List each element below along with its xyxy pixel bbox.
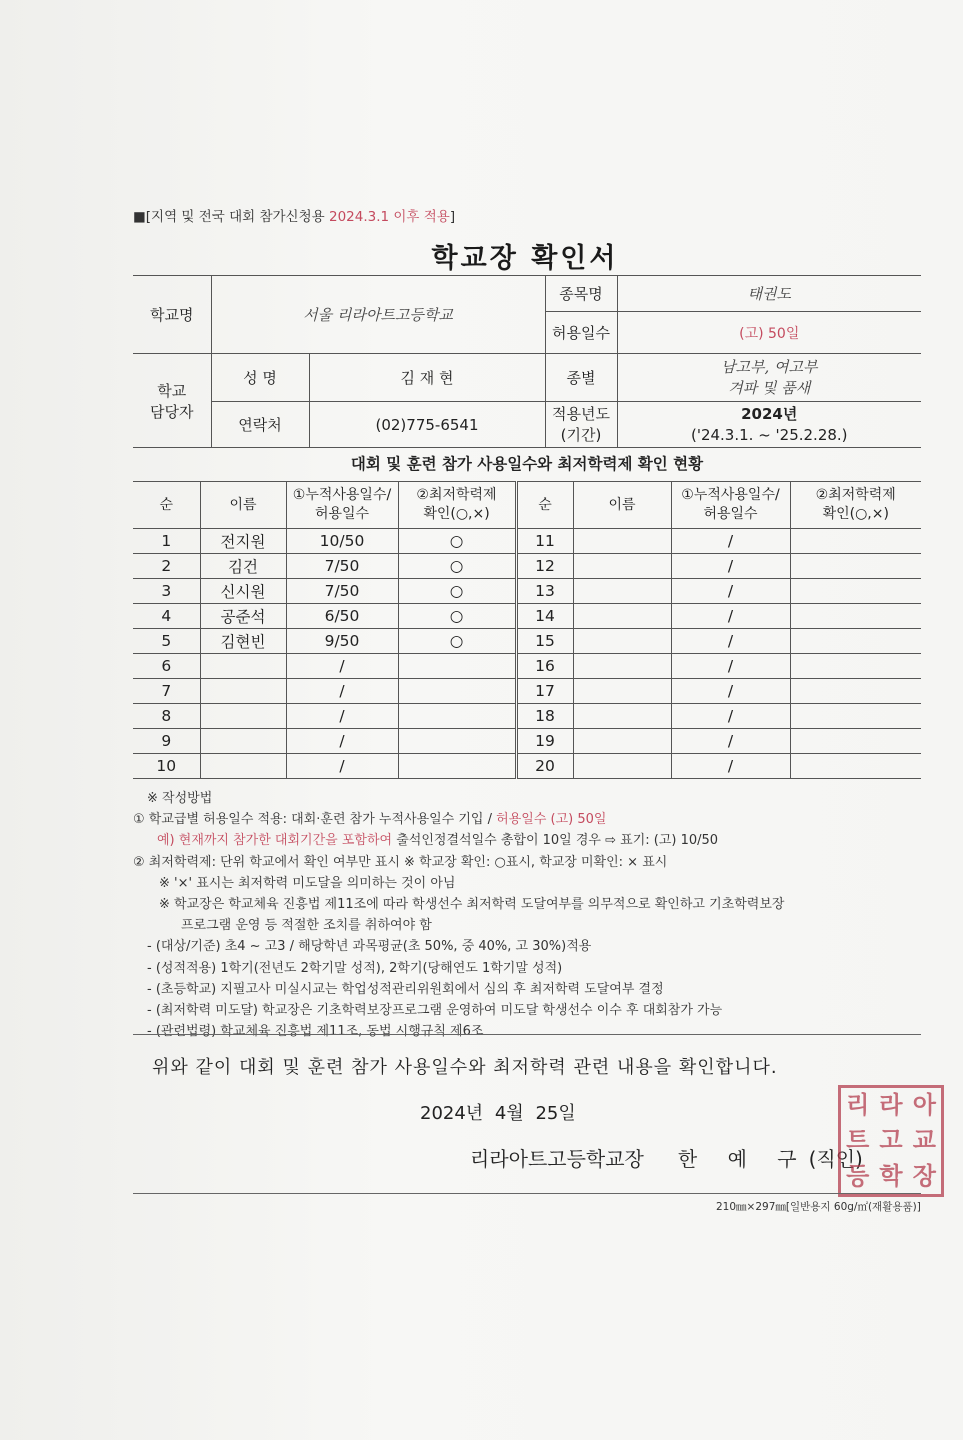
row-check	[398, 704, 516, 729]
row-no: 7	[133, 679, 200, 704]
table-row	[133, 729, 921, 754]
row-no-2: 12	[516, 554, 573, 579]
row-name: 전지원	[200, 529, 286, 554]
guide-item: ① 학교급별 허용일수 적용: 대회·훈련 참가 누적사용일수 기입 / 허용일수 (고) 50일	[133, 812, 607, 828]
row-days: /	[286, 679, 398, 704]
row-check-2	[790, 654, 921, 679]
school-info-table	[133, 275, 921, 448]
row-check-2	[790, 729, 921, 754]
row-check-2	[790, 679, 921, 704]
guide-item: ※ 학교장은 학교체육 진흥법 제11조에 따라 학생선수 최저학력 도달여부를 의무적으로 확인하고 기초학력보장	[159, 897, 785, 913]
header-name: 이름	[200, 482, 286, 529]
row-no: 5	[133, 629, 200, 654]
row-check-2	[790, 704, 921, 729]
header-check: ②최저학력제 확인(○,×)	[398, 482, 516, 529]
row-days-2: /	[671, 729, 790, 754]
row-days-2: /	[671, 654, 790, 679]
row-no-2: 11	[516, 529, 573, 554]
guide-item: ※ '×' 표시는 최저학력 미도달을 의미하는 것이 아님	[159, 875, 456, 891]
school-name: 서울 리라아트고등학교	[211, 276, 545, 354]
official-seal-stamp: 리 라 아 트 고 교 등 학 장	[838, 1085, 944, 1197]
row-name: 김현빈	[200, 629, 286, 654]
row-no-2: 20	[516, 754, 573, 779]
writing-guide	[133, 788, 933, 1042]
row-no-2: 15	[516, 629, 573, 654]
row-days: /	[286, 729, 398, 754]
row-no-2: 16	[516, 654, 573, 679]
header-no-2: 순	[516, 482, 573, 529]
row-check: ○	[398, 629, 516, 654]
header-check-2: ②최저학력제 확인(○,×)	[790, 482, 921, 529]
guide-item: - (최저학력 미도달) 학교장은 기초학력보장프로그램 운영하여 미도달 학생선수 이수 후 대회참가 가능	[147, 1003, 723, 1019]
row-days: /	[286, 704, 398, 729]
row-check	[398, 679, 516, 704]
row-no: 6	[133, 654, 200, 679]
bottom-divider	[133, 1193, 921, 1194]
name-label: 성 명	[211, 354, 309, 402]
row-no: 1	[133, 529, 200, 554]
row-no-2: 18	[516, 704, 573, 729]
category-label: 종별	[545, 354, 617, 402]
row-check-2	[790, 579, 921, 604]
row-name-2	[573, 629, 671, 654]
row-name	[200, 729, 286, 754]
row-name	[200, 679, 286, 704]
table-row	[133, 754, 921, 779]
guide-item: 프로그램 운영 등 적절한 조치를 취하여야 함	[181, 918, 432, 934]
row-no: 9	[133, 729, 200, 754]
row-name: 김건	[200, 554, 286, 579]
sport-label: 종목명	[545, 276, 617, 312]
page-title: 학교장 확인서	[431, 243, 619, 274]
category-value: 남고부, 여고부 겨파 및 품새	[617, 354, 921, 402]
row-check-2	[790, 754, 921, 779]
row-days-2: /	[671, 579, 790, 604]
row-days: 10/50	[286, 529, 398, 554]
table-row	[133, 679, 921, 704]
paper-spec-footer: 210㎜×297㎜[일반용지 60g/㎡(재활용품)]	[716, 1201, 921, 1213]
row-name-2	[573, 554, 671, 579]
row-days-2: /	[671, 754, 790, 779]
table-row	[133, 704, 921, 729]
row-name-2	[573, 679, 671, 704]
guide-item: - (대상/기준) 초4 ~ 고3 / 해당학년 과목평균(초 50%, 중 40%, 고 30%)적용	[147, 939, 592, 955]
row-days: 7/50	[286, 579, 398, 604]
table-row	[133, 579, 921, 604]
row-name-2	[573, 654, 671, 679]
row-name-2	[573, 754, 671, 779]
row-no-2: 19	[516, 729, 573, 754]
row-days-2: /	[671, 629, 790, 654]
row-no-2: 14	[516, 604, 573, 629]
row-check	[398, 654, 516, 679]
row-days: 7/50	[286, 554, 398, 579]
table-row	[133, 629, 921, 654]
row-name	[200, 704, 286, 729]
table-row	[133, 654, 921, 679]
guide-item: ② 최저학력제: 단위 학교에서 확인 여부만 표시 ※ 학교장 확인: ○표시, 학교장 미확인: × 표시	[133, 854, 668, 870]
row-name-2	[573, 604, 671, 629]
manager-name: 김 재 현	[309, 354, 545, 402]
status-table	[133, 481, 921, 779]
row-name	[200, 754, 286, 779]
guide-item: - (성적적용) 1학기(전년도 2학기말 성적), 2학기(당해연도 1학기말 성적)	[147, 960, 563, 976]
row-no-2: 17	[516, 679, 573, 704]
principal-signature: 리라아트고등학교장 한 예 구(직인)	[470, 1147, 863, 1171]
header-days-2: ①누적사용일수/ 허용일수	[671, 482, 790, 529]
row-days-2: /	[671, 704, 790, 729]
header-no: 순	[133, 482, 200, 529]
row-check: ○	[398, 554, 516, 579]
guide-item: 예) 현재까지 참가한 대회기간을 포함하여 출석인정결석일수 총합이 10일 경우 ⇨ 표기: (고) 10/50	[157, 833, 719, 849]
row-name: 신시원	[200, 579, 286, 604]
row-check: ○	[398, 529, 516, 554]
guide-item: - (초등학교) 지필고사 미실시교는 학업성적관리위원회에서 심의 후 최저학력 도달여부 결정	[147, 981, 664, 997]
header-name-2: 이름	[573, 482, 671, 529]
row-check-2	[790, 554, 921, 579]
sport-value: 태권도	[617, 276, 921, 312]
school-label: 학교명	[133, 276, 211, 354]
row-name: 공준석	[200, 604, 286, 629]
allowed-days-value: (고) 50일	[617, 312, 921, 354]
row-days: 6/50	[286, 604, 398, 629]
contact-label: 연락처	[211, 402, 309, 448]
row-days: /	[286, 754, 398, 779]
guide-heading: ※ 작성방법	[147, 791, 213, 806]
row-no-2: 13	[516, 579, 573, 604]
row-no: 10	[133, 754, 200, 779]
row-check	[398, 754, 516, 779]
table-row	[133, 554, 921, 579]
row-no: 4	[133, 604, 200, 629]
row-name-2	[573, 729, 671, 754]
row-days-2: /	[671, 679, 790, 704]
allowed-days-label: 허용일수	[545, 312, 617, 354]
form-type-header: ■[지역 및 전국 대회 참가신청용 2024.3.1 이후 적용]	[133, 209, 456, 225]
row-name-2	[573, 704, 671, 729]
row-no: 2	[133, 554, 200, 579]
manager-label: 학교 담당자	[133, 354, 211, 448]
row-no: 8	[133, 704, 200, 729]
table-row	[133, 529, 921, 554]
row-days-2: /	[671, 529, 790, 554]
row-days: 9/50	[286, 629, 398, 654]
row-days: /	[286, 654, 398, 679]
row-check-2	[790, 629, 921, 654]
table-row	[133, 604, 921, 629]
row-name	[200, 654, 286, 679]
row-name-2	[573, 579, 671, 604]
row-days-2: /	[671, 604, 790, 629]
issue-date: 2024년 4월 25일	[420, 1103, 576, 1124]
confirmation-statement: 위와 같이 대회 및 훈련 참가 사용일수와 최저학력 관련 내용을 확인합니다.	[152, 1057, 778, 1078]
row-check-2	[790, 604, 921, 629]
row-days-2: /	[671, 554, 790, 579]
year-label: 적용년도 (기간)	[545, 402, 617, 448]
year-value: 2024년 ('24.3.1. ~ '25.2.28.)	[617, 402, 921, 448]
header-days: ①누적사용일수/ 허용일수	[286, 482, 398, 529]
row-check	[398, 729, 516, 754]
row-check: ○	[398, 604, 516, 629]
status-subtitle: 대회 및 훈련 참가 사용일수와 최저학력제 확인 현황	[350, 455, 704, 473]
row-check: ○	[398, 579, 516, 604]
row-name-2	[573, 529, 671, 554]
guide-item: - (관련법령) 학교체육 진흥법 제11조, 동법 시행규칙 제6조	[147, 1024, 484, 1040]
row-no: 3	[133, 579, 200, 604]
contact-value: (02)775-6541	[309, 402, 545, 448]
row-check-2	[790, 529, 921, 554]
divider	[133, 1034, 921, 1035]
